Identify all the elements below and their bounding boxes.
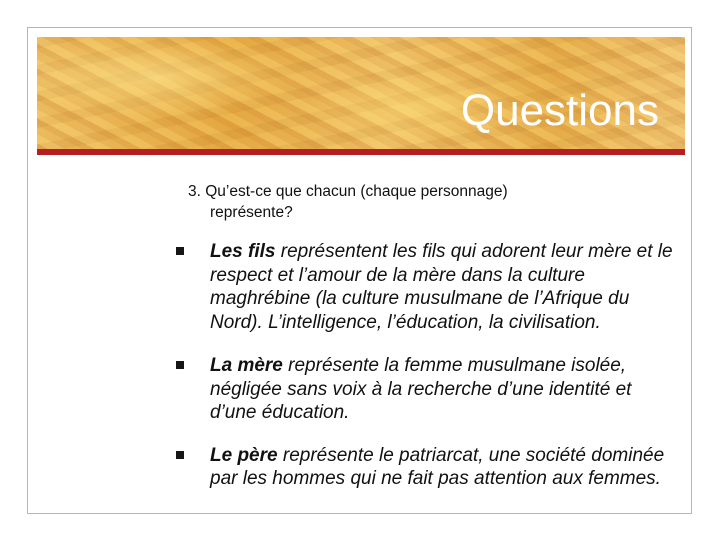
bullet-item-pere (176, 444, 676, 491)
bullet-term: Le père (210, 444, 278, 466)
bullet-text: représentent les fils qui adorent leur mère et le respect et l’amour de la mère dans la culture maghrébine (la culture musulmane de l’Afrique du Nord). L’intelligence, l’éducation, la civilisation. (210, 241, 673, 333)
bullet-item-mere (176, 354, 676, 425)
bullet-text: représente le patriarcat, une société dominée par les hommes qui ne fait pas attention aux femmes. (210, 444, 665, 489)
bullet-term: La mère (210, 355, 283, 376)
question-line-2: représente? (210, 204, 293, 221)
question-line-1: 3. Qu’est-ce que chacun (chaque personnage) (188, 183, 508, 200)
bullet-text: représente la femme musulmane isolée, négligée sans voix à la recherche d’une identité et d’une éducation. (210, 355, 632, 423)
title-banner (37, 37, 685, 150)
bullet-item-fils (176, 240, 676, 334)
question-text (188, 181, 608, 223)
slide-title: Questions (460, 86, 659, 135)
title-divider (37, 149, 685, 155)
bullet-term: Les fils (210, 241, 276, 262)
square-bullet-icon (176, 361, 184, 369)
bullet-list (176, 240, 676, 491)
square-bullet-icon (176, 451, 184, 459)
square-bullet-icon (176, 247, 184, 255)
